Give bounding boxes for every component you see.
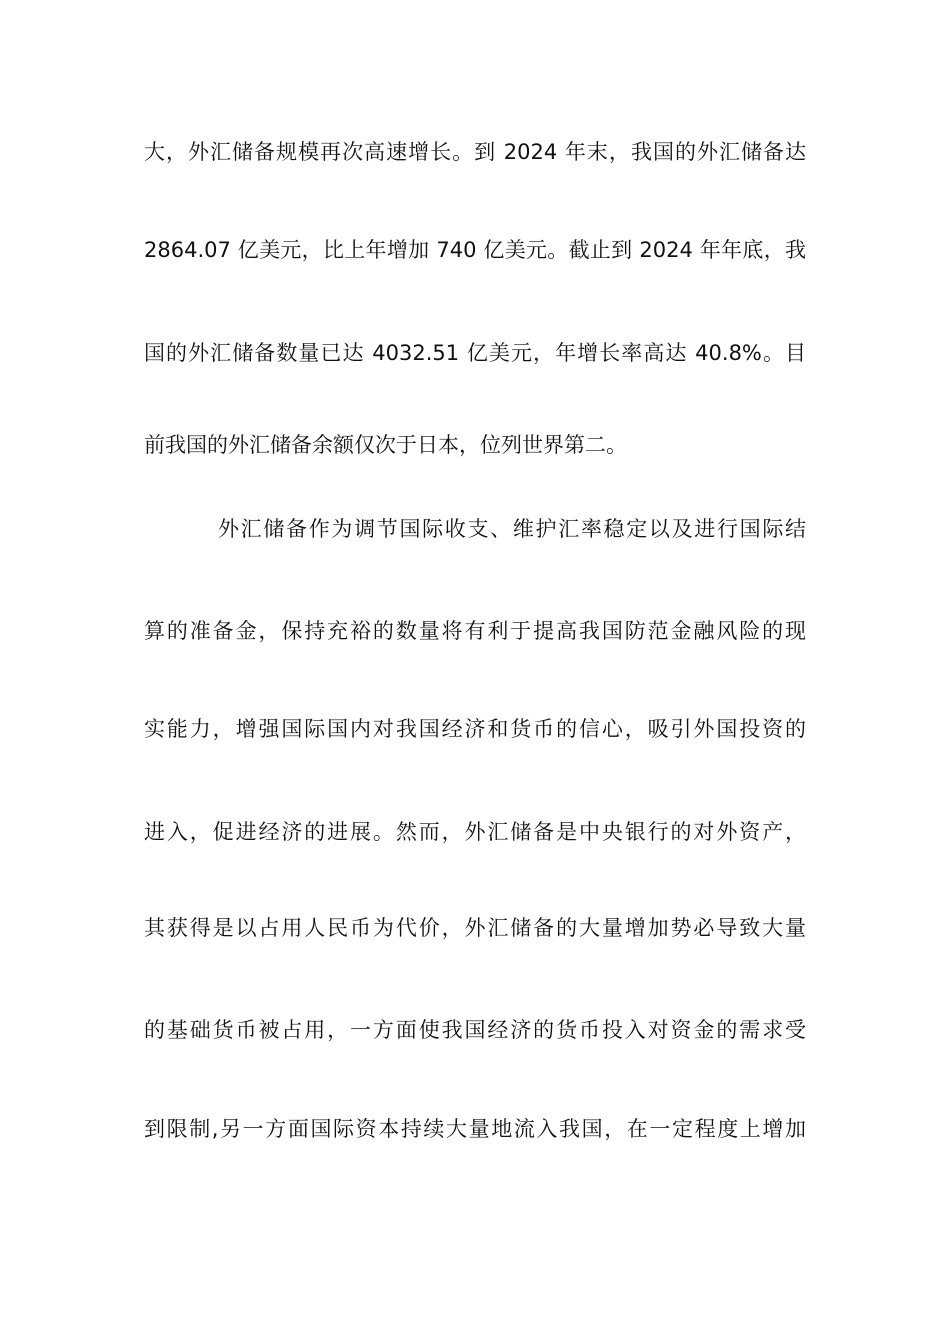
paragraph-line: 2864.07 亿美元，比上年增加 740 亿美元。截止到 2024 年年底，我 [144, 238, 806, 262]
paragraph-line: 的基础货币被占用，一方面使我国经济的货币投入对资金的需求受 [144, 1018, 806, 1042]
paragraph-line: 前我国的外汇储备余额仅次于日本，位列世界第二。 [144, 433, 627, 457]
paragraph-line: 到限制,另一方面国际资本持续大量地流入我国，在一定程度上增加 [144, 1117, 806, 1141]
paragraph-line: 实能力，增强国际国内对我国经济和货币的信心，吸引外国投资的 [144, 717, 806, 741]
paragraph-line: 其获得是以占用人民币为代价，外汇储备的大量增加势必导致大量 [144, 916, 806, 940]
paragraph-line: 大，外汇储备规模再次高速增长。到 2024 年末，我国的外汇储备达 [144, 140, 806, 164]
paragraph-line: 进入，促进经济的进展。然而，外汇储备是中央银行的对外资产， [144, 820, 806, 844]
paragraph-line: 算的准备金，保持充裕的数量将有利于提高我国防范金融风险的现 [144, 619, 806, 643]
paragraph-line: 国的外汇储备数量已达 4032.51 亿美元，年增长率高达 40.8%。目 [144, 341, 806, 365]
paragraph-line: 外汇储备作为调节国际收支、维护汇率稳定以及进行国际结 [218, 517, 806, 541]
